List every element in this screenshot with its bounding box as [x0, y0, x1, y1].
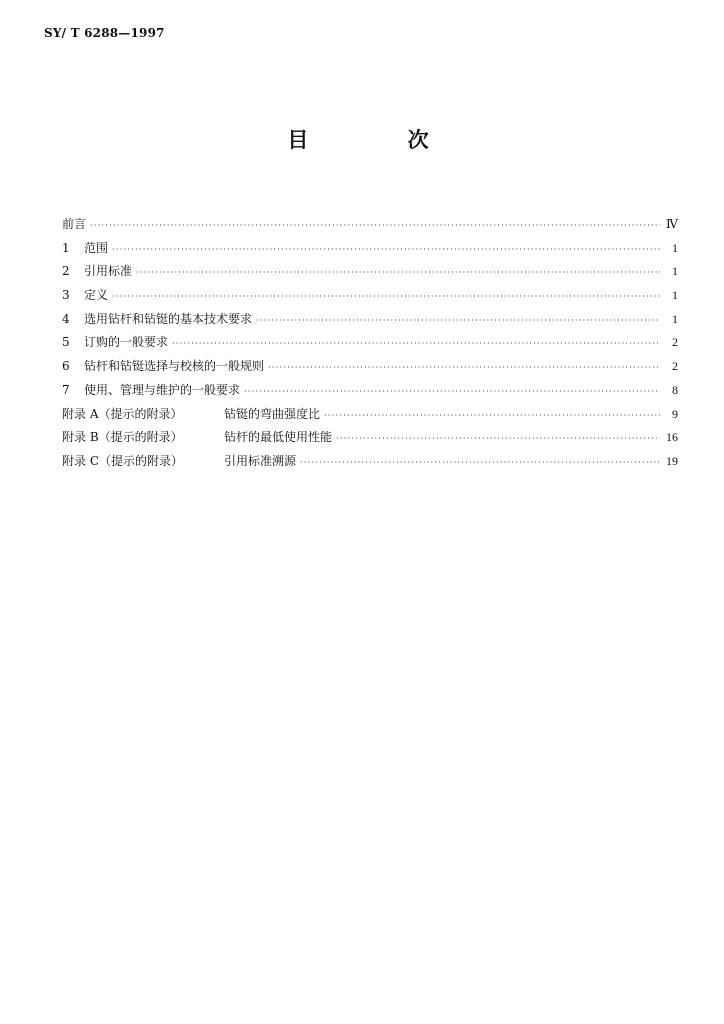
toc-entry-label: 引用标准 [84, 264, 133, 279]
toc-entry-label: 定义 [84, 288, 109, 303]
toc-entry-number: 3 [62, 288, 70, 303]
toc-entry-page: 2 [672, 359, 678, 374]
toc-entry-label: 订购的一般要求 [84, 335, 169, 350]
toc-entry-7[interactable] [62, 379, 678, 403]
toc-leader-dots [256, 309, 660, 333]
toc-list [62, 213, 678, 474]
toc-leader-dots [268, 356, 660, 380]
toc-entry-page: 16 [666, 430, 678, 445]
toc-entry-appendix-c[interactable] [62, 450, 678, 474]
toc-entry-page: 2 [672, 335, 678, 350]
toc-entry-label: 钻杆和钻铤选择与校核的一般规则 [84, 359, 265, 374]
toc-entry-label: 钻铤的弯曲强度比 [224, 406, 321, 421]
toc-appendix-tag: 附录 B（提示的附录） [62, 430, 183, 445]
toc-entry-preface[interactable] [62, 213, 678, 237]
toc-entry-5[interactable] [62, 331, 678, 355]
toc-entry-3[interactable] [62, 284, 678, 308]
toc-leader-dots [300, 451, 660, 475]
toc-entry-number: 7 [62, 382, 70, 397]
toc-leader-dots [112, 238, 660, 262]
toc-entry-1[interactable] [62, 237, 678, 261]
toc-entry-page: Ⅳ [666, 217, 678, 231]
standard-code: SY/ T 6288—1997 [44, 26, 165, 40]
toc-entry-4[interactable] [62, 308, 678, 332]
toc-entry-label: 选用钻杆和钻铤的基本技术要求 [84, 311, 253, 326]
toc-entry-page: 1 [672, 240, 678, 255]
toc-leader-dots [336, 427, 660, 451]
toc-entry-page: 19 [666, 453, 678, 468]
toc-entry-appendix-a[interactable] [62, 403, 678, 427]
toc-entry-label: 使用、管理与维护的一般要求 [84, 382, 241, 397]
toc-entry-page: 1 [672, 288, 678, 303]
toc-entry-page: 8 [672, 382, 678, 397]
toc-entry-6[interactable] [62, 355, 678, 379]
toc-leader-dots [324, 404, 660, 428]
toc-entry-label: 范围 [84, 240, 109, 255]
toc-entry-number: 4 [62, 311, 70, 326]
toc-entry-number: 2 [62, 264, 70, 279]
toc-entry-number: 5 [62, 335, 70, 350]
toc-entry-number: 6 [62, 359, 70, 374]
toc-leader-dots [136, 261, 660, 285]
toc-leader-dots [112, 285, 660, 309]
toc-entry-2[interactable] [62, 260, 678, 284]
toc-leader-dots [244, 380, 660, 404]
toc-entry-page: 1 [672, 311, 678, 326]
toc-leader-dots [90, 214, 660, 238]
toc-entry-number: 1 [62, 240, 70, 255]
toc-appendix-tag: 附录 C（提示的附录） [62, 453, 183, 468]
toc-appendix-tag: 附录 A（提示的附录） [62, 406, 183, 421]
page-title: 目 次 [287, 127, 475, 152]
toc-leader-dots [172, 332, 660, 356]
toc-entry-appendix-b[interactable] [62, 426, 678, 450]
toc-entry-label: 前言 [62, 217, 87, 231]
toc-entry-page: 1 [672, 264, 678, 279]
toc-entry-page: 9 [672, 406, 678, 421]
toc-entry-label: 钻杆的最低使用性能 [224, 430, 333, 445]
toc-entry-label: 引用标准溯源 [224, 453, 297, 468]
